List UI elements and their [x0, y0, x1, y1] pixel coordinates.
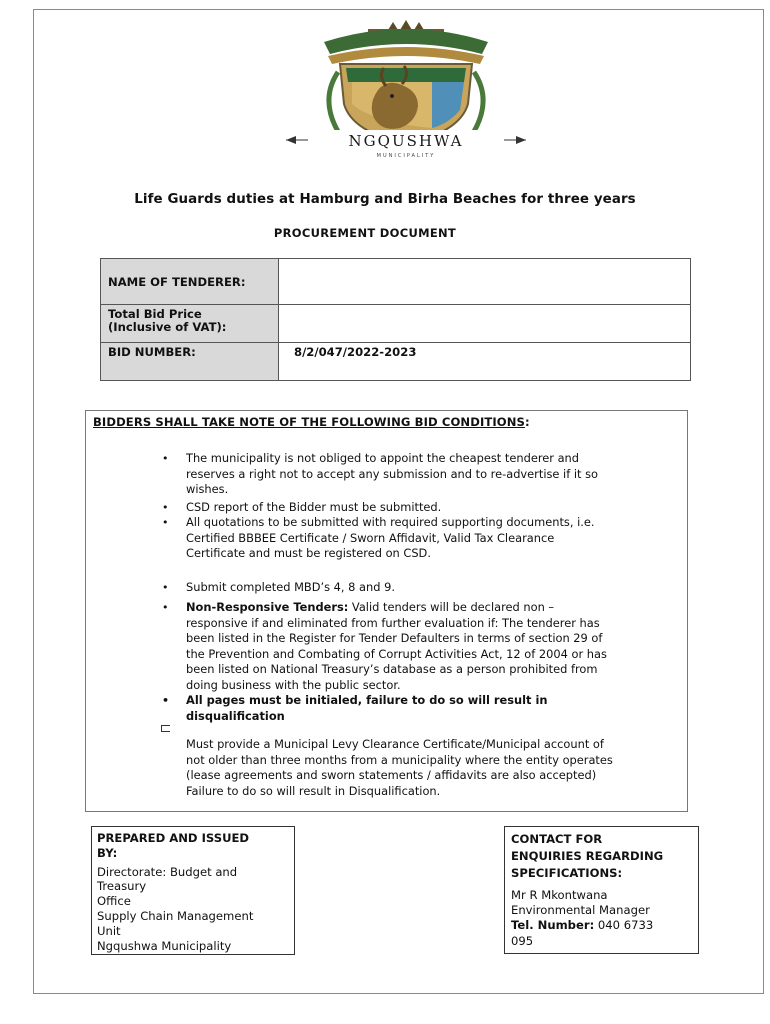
prepared-line: Unit	[97, 923, 121, 938]
condition-item-mbd-forms: Submit completed MBD’s 4, 8 and 9.	[186, 580, 395, 594]
condition-item-non-responsive	[186, 600, 678, 694]
text-line: doing business with the public sector.	[186, 677, 401, 692]
logo-sub-text: MUNICIPALITY	[376, 153, 436, 159]
contact-heading: SPECIFICATIONS:	[511, 866, 623, 880]
total-bid-price-label	[101, 305, 279, 343]
total-bid-price-value[interactable]	[279, 305, 691, 343]
municipal-coat-of-arms-logo	[282, 12, 530, 160]
non-responsive-text: Valid tenders will be declared non –	[348, 600, 555, 614]
prepared-heading: PREPARED AND ISSUED	[97, 831, 250, 845]
heading-text: BIDDERS SHALL TAKE NOTE OF THE FOLLOWING BID CONDITIONS	[93, 415, 525, 429]
text-line: responsive if and eliminated from further evaluation if: The tenderer has	[186, 615, 600, 630]
condition-item-quotations	[186, 515, 678, 562]
document-title: Life Guards duties at Hamburg and Birha Beaches for three years	[134, 192, 636, 207]
document-subtitle: PROCUREMENT DOCUMENT	[273, 226, 457, 240]
text-line: (lease agreements and sworn statements / affidavits are also accepted)	[186, 768, 597, 783]
prepared-line: Supply Chain Management	[97, 908, 254, 923]
text-line: disqualification	[186, 708, 285, 723]
non-responsive-label: Non-Responsive Tenders:	[186, 600, 349, 614]
text-line: wishes.	[186, 482, 229, 497]
bid-number-label: BID NUMBER:	[101, 343, 279, 381]
text-line: Certified BBBEE Certificate / Sworn Affidavit, Valid Tax Clearance	[186, 530, 555, 545]
bid-conditions-heading	[93, 415, 530, 431]
contact-phone	[511, 918, 692, 933]
prepared-line: Office	[97, 894, 131, 909]
tel-label: Tel. Number:	[511, 918, 595, 933]
contact-heading: CONTACT FOR	[511, 832, 603, 846]
contact-enquiries-box	[504, 826, 699, 954]
price-label-line: (Inclusive of VAT):	[108, 320, 227, 334]
bid-number-value: 8/2/047/2022-2023	[279, 343, 691, 381]
condition-item-levy-clearance	[186, 737, 678, 799]
text-line: Failure to do so will result in Disqualification.	[186, 783, 441, 798]
bullet-icon: •	[162, 501, 169, 514]
text-line: The municipality is not obliged to appoint the cheapest tenderer and	[186, 451, 579, 465]
name-of-tenderer-value[interactable]	[279, 259, 691, 305]
text-line: not older than three months from a municipality where the entity operates	[186, 752, 613, 767]
condition-item-not-obliged	[186, 451, 678, 498]
bullet-icon: •	[162, 516, 169, 529]
heading-colon: :	[525, 415, 530, 429]
text-line: Certificate and must be registered on CSD.	[186, 546, 431, 561]
bullet-icon: •	[162, 581, 169, 594]
text-line	[186, 600, 678, 616]
condition-item-pages-initialed	[186, 693, 678, 724]
contact-role: Environmental Manager	[511, 903, 650, 918]
text-line: Must provide a Municipal Levy Clearance Certificate/Municipal account of	[186, 737, 604, 751]
prepared-line: Treasury	[97, 879, 147, 894]
tender-info-table	[100, 258, 691, 381]
contact-name: Mr R Mkontwana	[511, 888, 608, 902]
price-label-line: Total Bid Price	[108, 307, 202, 321]
text-line: All quotations to be submitted with required supporting documents, i.e.	[186, 515, 595, 529]
prepared-heading: BY:	[97, 845, 118, 860]
tel-value-continued: 095	[511, 933, 534, 948]
condition-item-csd-report: CSD report of the Bidder must be submitted.	[186, 500, 442, 514]
table-row	[101, 343, 691, 381]
table-row	[101, 305, 691, 343]
bullet-icon: •	[162, 601, 169, 614]
bullet-icon: •	[162, 694, 170, 707]
tel-value: 040 6733	[594, 918, 654, 933]
checkbox-square-icon	[161, 725, 170, 732]
text-line: reserves a right not to accept any submission and to re-advertise if it so	[186, 466, 599, 481]
name-of-tenderer-label: NAME OF TENDERER:	[101, 259, 279, 305]
contact-heading: ENQUIRIES REGARDING	[511, 849, 664, 863]
logo-banner-text: NGQUSHWA	[348, 132, 464, 150]
text-line: All pages must be initialed, failure to do so will result in	[186, 693, 548, 707]
text-line: the Prevention and Combating of Corrupt Activities Act, 12 of 2004 or has	[186, 646, 607, 661]
prepared-issued-box	[91, 826, 295, 955]
prepared-line: Ngqushwa Municipality	[97, 938, 232, 953]
prepared-line: Directorate: Budget and	[97, 864, 238, 879]
bullet-icon: •	[162, 452, 169, 465]
text-line: been listed in the Register for Tender Defaulters in terms of section 29 of	[186, 631, 603, 646]
bid-conditions-box	[85, 410, 688, 812]
table-row	[101, 259, 691, 305]
text-line: been listed on National Treasury’s database as a person prohibited from	[186, 662, 598, 677]
